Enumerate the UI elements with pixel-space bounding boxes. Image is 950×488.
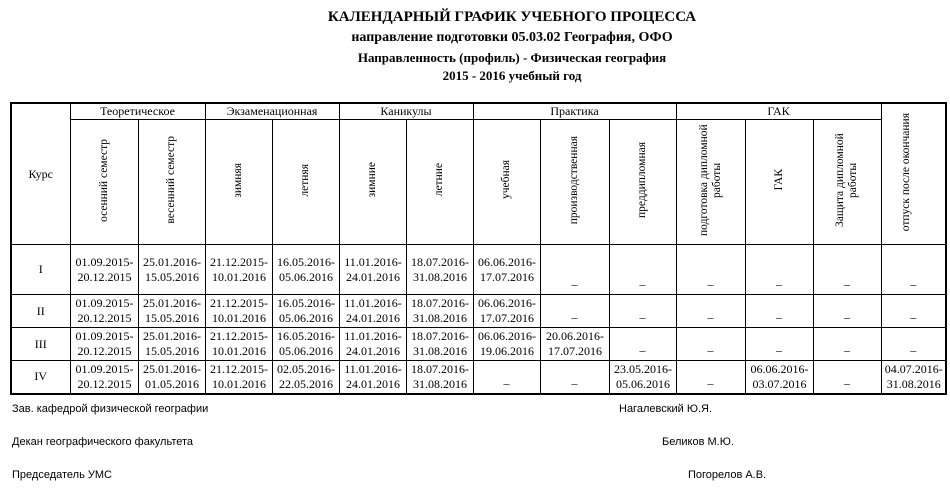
cell-exam-summer <box>272 328 339 361</box>
cell-gak-gak: – <box>745 245 813 295</box>
date-line: 10.01.2016 <box>212 376 266 391</box>
date-line: 21.12.2015- <box>210 329 268 343</box>
cell-hol-winter <box>339 328 406 361</box>
cell-gak-gak: – <box>745 328 813 361</box>
date-line: 01.05.2016 <box>145 376 199 391</box>
date-line: 11.01.2016- <box>344 296 402 310</box>
cell-pr-prod: – <box>540 361 609 394</box>
cell-pr-prod: – <box>540 245 609 295</box>
date-line: 24.01.2016 <box>346 269 400 284</box>
date-line: 20.12.2015 <box>77 269 132 284</box>
col-autumn: осенний семестр <box>70 120 138 245</box>
direction-line: направление подготовки 05.03.02 География, ОФО <box>351 30 673 45</box>
date-line: 25.01.2016- <box>143 296 201 310</box>
group-practice: Практика <box>473 103 676 120</box>
date-line: 01.09.2015- <box>75 296 134 310</box>
date-line: 10.01.2016 <box>212 269 266 284</box>
date-line: 11.01.2016- <box>344 361 402 376</box>
cell-autumn <box>70 328 138 361</box>
date-line: 20.12.2015 <box>77 344 132 358</box>
cell-gak-defense: – <box>813 361 881 394</box>
date-line: 23.05.2016- <box>614 361 673 376</box>
date-line: 25.01.2016- <box>143 329 201 343</box>
date-line: 06.06.2016- <box>478 254 537 269</box>
date-line: 05.06.2016 <box>279 311 333 325</box>
course-number: II <box>11 295 70 328</box>
date-line: 20.12.2015 <box>77 376 132 391</box>
cell-pr-study <box>473 245 540 295</box>
date-line: 02.05.2016- <box>277 361 335 376</box>
group-theory: Теоретическое <box>70 103 205 120</box>
col-hol-winter: зимние <box>339 120 406 245</box>
date-line: 04.07.2016- <box>884 361 943 376</box>
cell-spring <box>138 245 205 295</box>
date-line: 20.06.2016- <box>546 329 605 343</box>
cell-gak-prep: – <box>676 361 745 394</box>
course-header: Курс <box>11 103 70 245</box>
col-practice-prediploma: преддипломная <box>609 120 676 245</box>
signature-name: Беликов М.Ю. <box>662 436 734 448</box>
cell-exam-winter <box>205 245 272 295</box>
profile-line: Направленность (профиль) - Физическая география <box>357 50 667 65</box>
date-line: 31.08.2016 <box>886 376 941 391</box>
date-line: 25.01.2016- <box>143 361 201 376</box>
cell-pr-prediploma: – <box>609 328 676 361</box>
col-practice-study: учебная <box>473 120 540 245</box>
cell-hol-summer <box>406 328 473 361</box>
date-line: 15.05.2016 <box>145 344 199 358</box>
cell-leave: – <box>881 295 946 328</box>
date-line: 17.07.2016 <box>480 269 535 284</box>
date-line: 22.05.2016 <box>279 376 333 391</box>
date-line: 11.01.2016- <box>344 329 402 343</box>
date-line: 18.07.2016- <box>411 329 469 343</box>
signature-role: Декан географического факультета <box>12 436 194 448</box>
signature-role: Зав. кафедрой физической географии <box>12 403 209 415</box>
cell-gak-prep: – <box>676 245 745 295</box>
date-line: 20.12.2015 <box>77 311 132 325</box>
date-line: 10.01.2016 <box>212 311 266 325</box>
cell-exam-summer <box>272 295 339 328</box>
cell-gak-prep: – <box>676 295 745 328</box>
cell-spring <box>138 361 205 394</box>
table-row <box>11 361 946 394</box>
cell-spring <box>138 295 205 328</box>
date-line: 01.09.2015- <box>75 254 134 269</box>
date-line: 18.07.2016- <box>411 296 469 310</box>
date-line: 06.06.2016- <box>478 296 537 310</box>
col-hol-summer: летние <box>406 120 473 245</box>
cell-leave <box>881 361 946 394</box>
cell-pr-study: – <box>473 361 540 394</box>
cell-pr-prod: – <box>540 295 609 328</box>
cell-pr-prediploma: – <box>609 295 676 328</box>
cell-gak-defense: – <box>813 295 881 328</box>
cell-exam-winter <box>205 328 272 361</box>
date-line: 01.09.2015- <box>75 329 134 343</box>
cell-leave: – <box>881 245 946 295</box>
date-line: 21.12.2015- <box>210 361 268 376</box>
date-line: 01.09.2015- <box>75 361 134 376</box>
col-exam-summer: летняя <box>272 120 339 245</box>
cell-gak-prep: – <box>676 328 745 361</box>
date-line: 19.06.2016 <box>480 344 535 358</box>
date-line: 15.05.2016 <box>145 269 199 284</box>
date-line: 05.06.2016 <box>616 376 671 391</box>
date-line: 11.01.2016- <box>344 254 402 269</box>
signature-role: Председатель УМС <box>12 469 112 481</box>
table-row <box>11 295 946 328</box>
date-line: 18.07.2016- <box>411 254 469 269</box>
group-gak: ГАК <box>676 103 881 120</box>
col-leave: отпуск после окончания <box>881 103 946 245</box>
course-number: IV <box>11 361 70 394</box>
cell-exam-summer <box>272 245 339 295</box>
date-line: 24.01.2016 <box>346 344 400 358</box>
cell-hol-winter <box>339 295 406 328</box>
course-number: III <box>11 328 70 361</box>
cell-pr-study <box>473 295 540 328</box>
col-gak: ГАК <box>745 120 813 245</box>
date-line: 05.06.2016 <box>279 344 333 358</box>
date-line: 16.05.2016- <box>277 296 335 310</box>
date-line: 16.05.2016- <box>277 254 335 269</box>
col-gak-defense: Защита дипломной работы <box>813 120 881 245</box>
date-line: 21.12.2015- <box>210 296 268 310</box>
cell-pr-prod <box>540 328 609 361</box>
date-line: 03.07.2016 <box>752 376 807 391</box>
col-exam-winter: зимняя <box>205 120 272 245</box>
col-practice-prod: производственная <box>540 120 609 245</box>
cell-exam-winter <box>205 361 272 394</box>
group-holidays: Каникулы <box>339 103 473 120</box>
cell-gak-gak <box>745 361 813 394</box>
date-line: 31.08.2016 <box>413 269 467 284</box>
cell-autumn <box>70 245 138 295</box>
cell-exam-winter <box>205 295 272 328</box>
date-line: 06.06.2016- <box>478 329 537 343</box>
date-line: 31.08.2016 <box>413 376 467 391</box>
date-line: 17.07.2016 <box>548 344 603 358</box>
date-line: 31.08.2016 <box>413 344 467 358</box>
academic-year: 2015 - 2016 учебный год <box>442 68 582 83</box>
schedule-table <box>10 102 947 395</box>
cell-exam-summer <box>272 361 339 394</box>
date-line: 24.01.2016 <box>346 376 400 391</box>
date-line: 25.01.2016- <box>143 254 201 269</box>
table-row <box>11 328 946 361</box>
cell-pr-study <box>473 328 540 361</box>
cell-autumn <box>70 295 138 328</box>
date-line: 18.07.2016- <box>411 361 469 376</box>
cell-pr-prediploma <box>609 361 676 394</box>
cell-pr-prediploma: – <box>609 245 676 295</box>
date-line: 17.07.2016 <box>480 311 535 325</box>
cell-hol-winter <box>339 361 406 394</box>
cell-leave: – <box>881 328 946 361</box>
date-line: 15.05.2016 <box>145 311 199 325</box>
course-number: I <box>11 245 70 295</box>
cell-gak-defense: – <box>813 245 881 295</box>
date-line: 05.06.2016 <box>279 269 333 284</box>
col-gak-prep: подготовка дипломной работы <box>676 120 745 245</box>
document-title: КАЛЕНДАРНЫЙ ГРАФИК УЧЕБНОГО ПРОЦЕССА <box>327 9 697 25</box>
cell-hol-summer <box>406 295 473 328</box>
date-line: 16.05.2016- <box>277 329 335 343</box>
date-line: 06.06.2016- <box>750 361 809 376</box>
table-row <box>11 245 946 295</box>
date-line: 31.08.2016 <box>413 311 467 325</box>
group-exam: Экзаменационная <box>205 103 339 120</box>
cell-autumn <box>70 361 138 394</box>
signature-name: Погорелов А.В. <box>688 469 767 481</box>
date-line: 21.12.2015- <box>210 254 268 269</box>
signature-name: Нагалевский Ю.Я. <box>619 403 713 415</box>
cell-gak-defense: – <box>813 328 881 361</box>
cell-hol-summer <box>406 361 473 394</box>
cell-gak-gak: – <box>745 295 813 328</box>
cell-hol-summer <box>406 245 473 295</box>
col-spring: весенний семестр <box>138 120 205 245</box>
cell-spring <box>138 328 205 361</box>
cell-hol-winter <box>339 245 406 295</box>
date-line: 24.01.2016 <box>346 311 400 325</box>
date-line: 10.01.2016 <box>212 344 266 358</box>
